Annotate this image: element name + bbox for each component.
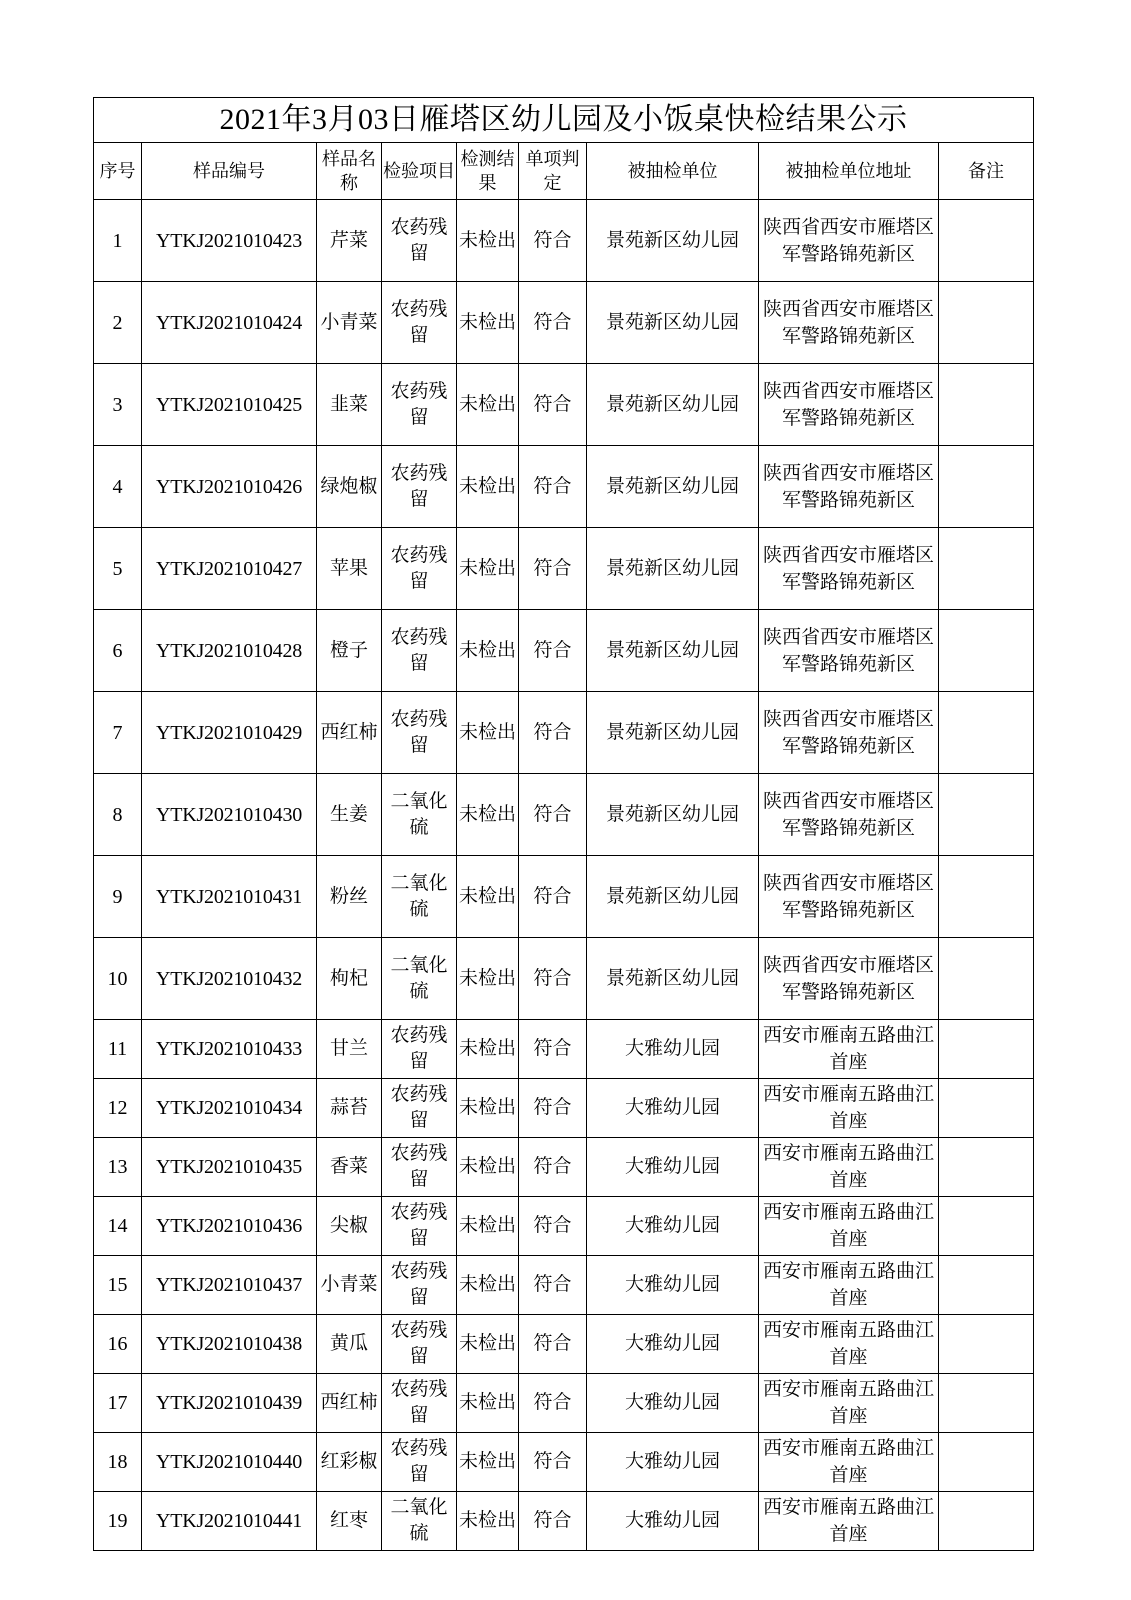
row-single-judgement: 符合 [519, 446, 587, 528]
table-row [94, 692, 1034, 774]
row-index: 8 [94, 774, 142, 856]
header-row [94, 143, 1034, 200]
row-sample-code: YTKJ2021010429 [142, 692, 317, 774]
row-test-result: 未检出 [457, 1433, 519, 1492]
row-sample-name: 红彩椒 [317, 1433, 382, 1492]
page-title: 2021年3月03日雁塔区幼儿园及小饭桌快检结果公示 [94, 98, 1034, 143]
row-remark [939, 1138, 1034, 1197]
table-row [94, 856, 1034, 938]
row-remark [939, 1197, 1034, 1256]
row-inspected-unit: 大雅幼儿园 [587, 1079, 759, 1138]
row-index: 17 [94, 1374, 142, 1433]
row-remark [939, 1020, 1034, 1079]
row-sample-name: 绿炮椒 [317, 446, 382, 528]
row-inspected-unit-address: 西安市雁南五路曲江首座 [759, 1492, 939, 1551]
row-sample-name: 韭菜 [317, 364, 382, 446]
row-test-item: 农药残留 [382, 200, 457, 282]
row-test-result: 未检出 [457, 364, 519, 446]
column-header-index: 序号 [94, 143, 142, 200]
row-inspected-unit-address: 西安市雁南五路曲江首座 [759, 1138, 939, 1197]
row-sample-code: YTKJ2021010432 [142, 938, 317, 1020]
row-inspected-unit: 景苑新区幼儿园 [587, 364, 759, 446]
row-remark [939, 1492, 1034, 1551]
row-remark [939, 938, 1034, 1020]
row-index: 19 [94, 1492, 142, 1551]
row-index: 13 [94, 1138, 142, 1197]
row-sample-name: 枸杞 [317, 938, 382, 1020]
table-row [94, 528, 1034, 610]
row-single-judgement: 符合 [519, 856, 587, 938]
table-row [94, 774, 1034, 856]
row-remark [939, 856, 1034, 938]
row-sample-name: 生姜 [317, 774, 382, 856]
row-inspected-unit: 景苑新区幼儿园 [587, 774, 759, 856]
row-inspected-unit: 景苑新区幼儿园 [587, 282, 759, 364]
row-inspected-unit-address: 西安市雁南五路曲江首座 [759, 1079, 939, 1138]
row-test-item: 农药残留 [382, 1256, 457, 1315]
table-row [94, 938, 1034, 1020]
table-row [94, 1492, 1034, 1551]
row-remark [939, 692, 1034, 774]
row-test-result: 未检出 [457, 1020, 519, 1079]
table-row [94, 1433, 1034, 1492]
column-header-single-judgement: 单项判定 [519, 143, 587, 200]
row-remark [939, 1433, 1034, 1492]
row-test-result: 未检出 [457, 1492, 519, 1551]
row-single-judgement: 符合 [519, 692, 587, 774]
row-index: 2 [94, 282, 142, 364]
row-remark [939, 282, 1034, 364]
row-remark [939, 1374, 1034, 1433]
row-remark [939, 1315, 1034, 1374]
row-sample-code: YTKJ2021010423 [142, 200, 317, 282]
row-remark [939, 1256, 1034, 1315]
row-test-item: 二氧化硫 [382, 856, 457, 938]
row-test-item: 农药残留 [382, 1020, 457, 1079]
row-inspected-unit: 景苑新区幼儿园 [587, 528, 759, 610]
results-sheet [93, 97, 1033, 1551]
row-inspected-unit: 大雅幼儿园 [587, 1197, 759, 1256]
row-inspected-unit-address: 陕西省西安市雁塔区军警路锦苑新区 [759, 282, 939, 364]
row-inspected-unit-address: 西安市雁南五路曲江首座 [759, 1256, 939, 1315]
row-test-item: 农药残留 [382, 282, 457, 364]
inspection-results-table [93, 97, 1034, 1551]
column-header-test-item: 检验项目 [382, 143, 457, 200]
row-test-item: 农药残留 [382, 1197, 457, 1256]
row-index: 14 [94, 1197, 142, 1256]
row-index: 10 [94, 938, 142, 1020]
row-sample-code: YTKJ2021010428 [142, 610, 317, 692]
row-test-item: 农药残留 [382, 446, 457, 528]
row-remark [939, 610, 1034, 692]
row-test-item: 农药残留 [382, 364, 457, 446]
column-header-remark: 备注 [939, 143, 1034, 200]
row-remark [939, 364, 1034, 446]
row-test-result: 未检出 [457, 610, 519, 692]
row-test-item: 农药残留 [382, 528, 457, 610]
table-row [94, 610, 1034, 692]
table-row [94, 200, 1034, 282]
row-inspected-unit: 大雅幼儿园 [587, 1492, 759, 1551]
row-single-judgement: 符合 [519, 1197, 587, 1256]
row-sample-code: YTKJ2021010434 [142, 1079, 317, 1138]
row-inspected-unit-address: 陕西省西安市雁塔区军警路锦苑新区 [759, 856, 939, 938]
row-test-item: 农药残留 [382, 1315, 457, 1374]
row-test-item: 二氧化硫 [382, 774, 457, 856]
column-header-sample-code: 样品编号 [142, 143, 317, 200]
row-test-item: 农药残留 [382, 692, 457, 774]
table-row [94, 282, 1034, 364]
row-index: 11 [94, 1020, 142, 1079]
row-index: 6 [94, 610, 142, 692]
row-test-item: 农药残留 [382, 1079, 457, 1138]
row-sample-name: 苹果 [317, 528, 382, 610]
table-row [94, 1256, 1034, 1315]
row-test-result: 未检出 [457, 446, 519, 528]
table-body [94, 98, 1034, 1551]
table-row [94, 1374, 1034, 1433]
row-sample-name: 尖椒 [317, 1197, 382, 1256]
row-single-judgement: 符合 [519, 1256, 587, 1315]
row-inspected-unit-address: 陕西省西安市雁塔区军警路锦苑新区 [759, 610, 939, 692]
row-test-result: 未检出 [457, 938, 519, 1020]
row-sample-code: YTKJ2021010438 [142, 1315, 317, 1374]
row-inspected-unit: 大雅幼儿园 [587, 1433, 759, 1492]
table-row [94, 446, 1034, 528]
row-index: 15 [94, 1256, 142, 1315]
row-remark [939, 446, 1034, 528]
row-inspected-unit-address: 陕西省西安市雁塔区军警路锦苑新区 [759, 774, 939, 856]
table-row [94, 1079, 1034, 1138]
row-test-item: 二氧化硫 [382, 938, 457, 1020]
row-single-judgement: 符合 [519, 1315, 587, 1374]
row-inspected-unit: 景苑新区幼儿园 [587, 610, 759, 692]
row-sample-name: 蒜苔 [317, 1079, 382, 1138]
row-test-result: 未检出 [457, 1197, 519, 1256]
row-inspected-unit: 大雅幼儿园 [587, 1020, 759, 1079]
row-index: 12 [94, 1079, 142, 1138]
row-sample-code: YTKJ2021010425 [142, 364, 317, 446]
row-single-judgement: 符合 [519, 282, 587, 364]
row-sample-name: 西红柿 [317, 1374, 382, 1433]
row-sample-code: YTKJ2021010430 [142, 774, 317, 856]
table-row [94, 1197, 1034, 1256]
row-index: 9 [94, 856, 142, 938]
row-test-result: 未检出 [457, 282, 519, 364]
row-sample-name: 橙子 [317, 610, 382, 692]
row-inspected-unit: 大雅幼儿园 [587, 1374, 759, 1433]
row-sample-code: YTKJ2021010441 [142, 1492, 317, 1551]
row-single-judgement: 符合 [519, 200, 587, 282]
row-sample-name: 黄瓜 [317, 1315, 382, 1374]
row-test-item: 农药残留 [382, 1433, 457, 1492]
row-test-result: 未检出 [457, 692, 519, 774]
row-inspected-unit: 大雅幼儿园 [587, 1256, 759, 1315]
row-test-result: 未检出 [457, 774, 519, 856]
row-index: 7 [94, 692, 142, 774]
row-sample-name: 小青菜 [317, 1256, 382, 1315]
row-inspected-unit-address: 陕西省西安市雁塔区军警路锦苑新区 [759, 364, 939, 446]
row-remark [939, 774, 1034, 856]
row-sample-code: YTKJ2021010440 [142, 1433, 317, 1492]
row-sample-code: YTKJ2021010436 [142, 1197, 317, 1256]
row-inspected-unit: 景苑新区幼儿园 [587, 446, 759, 528]
row-test-result: 未检出 [457, 856, 519, 938]
row-single-judgement: 符合 [519, 1374, 587, 1433]
row-test-result: 未检出 [457, 1315, 519, 1374]
row-inspected-unit-address: 西安市雁南五路曲江首座 [759, 1197, 939, 1256]
row-sample-code: YTKJ2021010431 [142, 856, 317, 938]
row-sample-code: YTKJ2021010424 [142, 282, 317, 364]
row-remark [939, 1079, 1034, 1138]
row-test-item: 农药残留 [382, 1138, 457, 1197]
title-row [94, 98, 1034, 143]
row-inspected-unit-address: 西安市雁南五路曲江首座 [759, 1433, 939, 1492]
row-inspected-unit-address: 西安市雁南五路曲江首座 [759, 1020, 939, 1079]
column-header-test-result: 检测结果 [457, 143, 519, 200]
row-sample-code: YTKJ2021010435 [142, 1138, 317, 1197]
row-single-judgement: 符合 [519, 1492, 587, 1551]
row-single-judgement: 符合 [519, 1138, 587, 1197]
row-single-judgement: 符合 [519, 1433, 587, 1492]
table-row [94, 364, 1034, 446]
row-index: 4 [94, 446, 142, 528]
row-single-judgement: 符合 [519, 528, 587, 610]
column-header-inspected-unit-address: 被抽检单位地址 [759, 143, 939, 200]
table-row [94, 1020, 1034, 1079]
table-row [94, 1315, 1034, 1374]
row-index: 5 [94, 528, 142, 610]
row-sample-name: 小青菜 [317, 282, 382, 364]
column-header-sample-name: 样品名称 [317, 143, 382, 200]
row-sample-name: 红枣 [317, 1492, 382, 1551]
row-single-judgement: 符合 [519, 1079, 587, 1138]
row-sample-name: 芹菜 [317, 200, 382, 282]
row-inspected-unit-address: 陕西省西安市雁塔区军警路锦苑新区 [759, 200, 939, 282]
row-remark [939, 528, 1034, 610]
row-sample-code: YTKJ2021010433 [142, 1020, 317, 1079]
row-sample-name: 甘兰 [317, 1020, 382, 1079]
row-inspected-unit: 景苑新区幼儿园 [587, 856, 759, 938]
row-test-item: 农药残留 [382, 1374, 457, 1433]
row-test-item: 二氧化硫 [382, 1492, 457, 1551]
row-inspected-unit: 景苑新区幼儿园 [587, 200, 759, 282]
row-inspected-unit: 大雅幼儿园 [587, 1315, 759, 1374]
row-single-judgement: 符合 [519, 938, 587, 1020]
row-sample-name: 香菜 [317, 1138, 382, 1197]
row-single-judgement: 符合 [519, 1020, 587, 1079]
row-test-item: 农药残留 [382, 610, 457, 692]
row-index: 1 [94, 200, 142, 282]
row-inspected-unit: 大雅幼儿园 [587, 1138, 759, 1197]
row-single-judgement: 符合 [519, 610, 587, 692]
row-inspected-unit: 景苑新区幼儿园 [587, 938, 759, 1020]
row-sample-code: YTKJ2021010426 [142, 446, 317, 528]
row-inspected-unit-address: 陕西省西安市雁塔区军警路锦苑新区 [759, 528, 939, 610]
row-test-result: 未检出 [457, 1079, 519, 1138]
row-inspected-unit-address: 西安市雁南五路曲江首座 [759, 1315, 939, 1374]
row-test-result: 未检出 [457, 528, 519, 610]
row-remark [939, 200, 1034, 282]
row-test-result: 未检出 [457, 200, 519, 282]
column-header-inspected-unit: 被抽检单位 [587, 143, 759, 200]
row-test-result: 未检出 [457, 1374, 519, 1433]
row-inspected-unit-address: 陕西省西安市雁塔区军警路锦苑新区 [759, 446, 939, 528]
row-inspected-unit: 景苑新区幼儿园 [587, 692, 759, 774]
row-index: 18 [94, 1433, 142, 1492]
row-inspected-unit-address: 陕西省西安市雁塔区军警路锦苑新区 [759, 692, 939, 774]
row-sample-code: YTKJ2021010439 [142, 1374, 317, 1433]
row-index: 3 [94, 364, 142, 446]
row-single-judgement: 符合 [519, 364, 587, 446]
row-index: 16 [94, 1315, 142, 1374]
row-test-result: 未检出 [457, 1256, 519, 1315]
row-sample-code: YTKJ2021010437 [142, 1256, 317, 1315]
row-sample-name: 西红柿 [317, 692, 382, 774]
row-inspected-unit-address: 西安市雁南五路曲江首座 [759, 1374, 939, 1433]
row-inspected-unit-address: 陕西省西安市雁塔区军警路锦苑新区 [759, 938, 939, 1020]
row-single-judgement: 符合 [519, 774, 587, 856]
row-sample-code: YTKJ2021010427 [142, 528, 317, 610]
row-test-result: 未检出 [457, 1138, 519, 1197]
table-row [94, 1138, 1034, 1197]
row-sample-name: 粉丝 [317, 856, 382, 938]
